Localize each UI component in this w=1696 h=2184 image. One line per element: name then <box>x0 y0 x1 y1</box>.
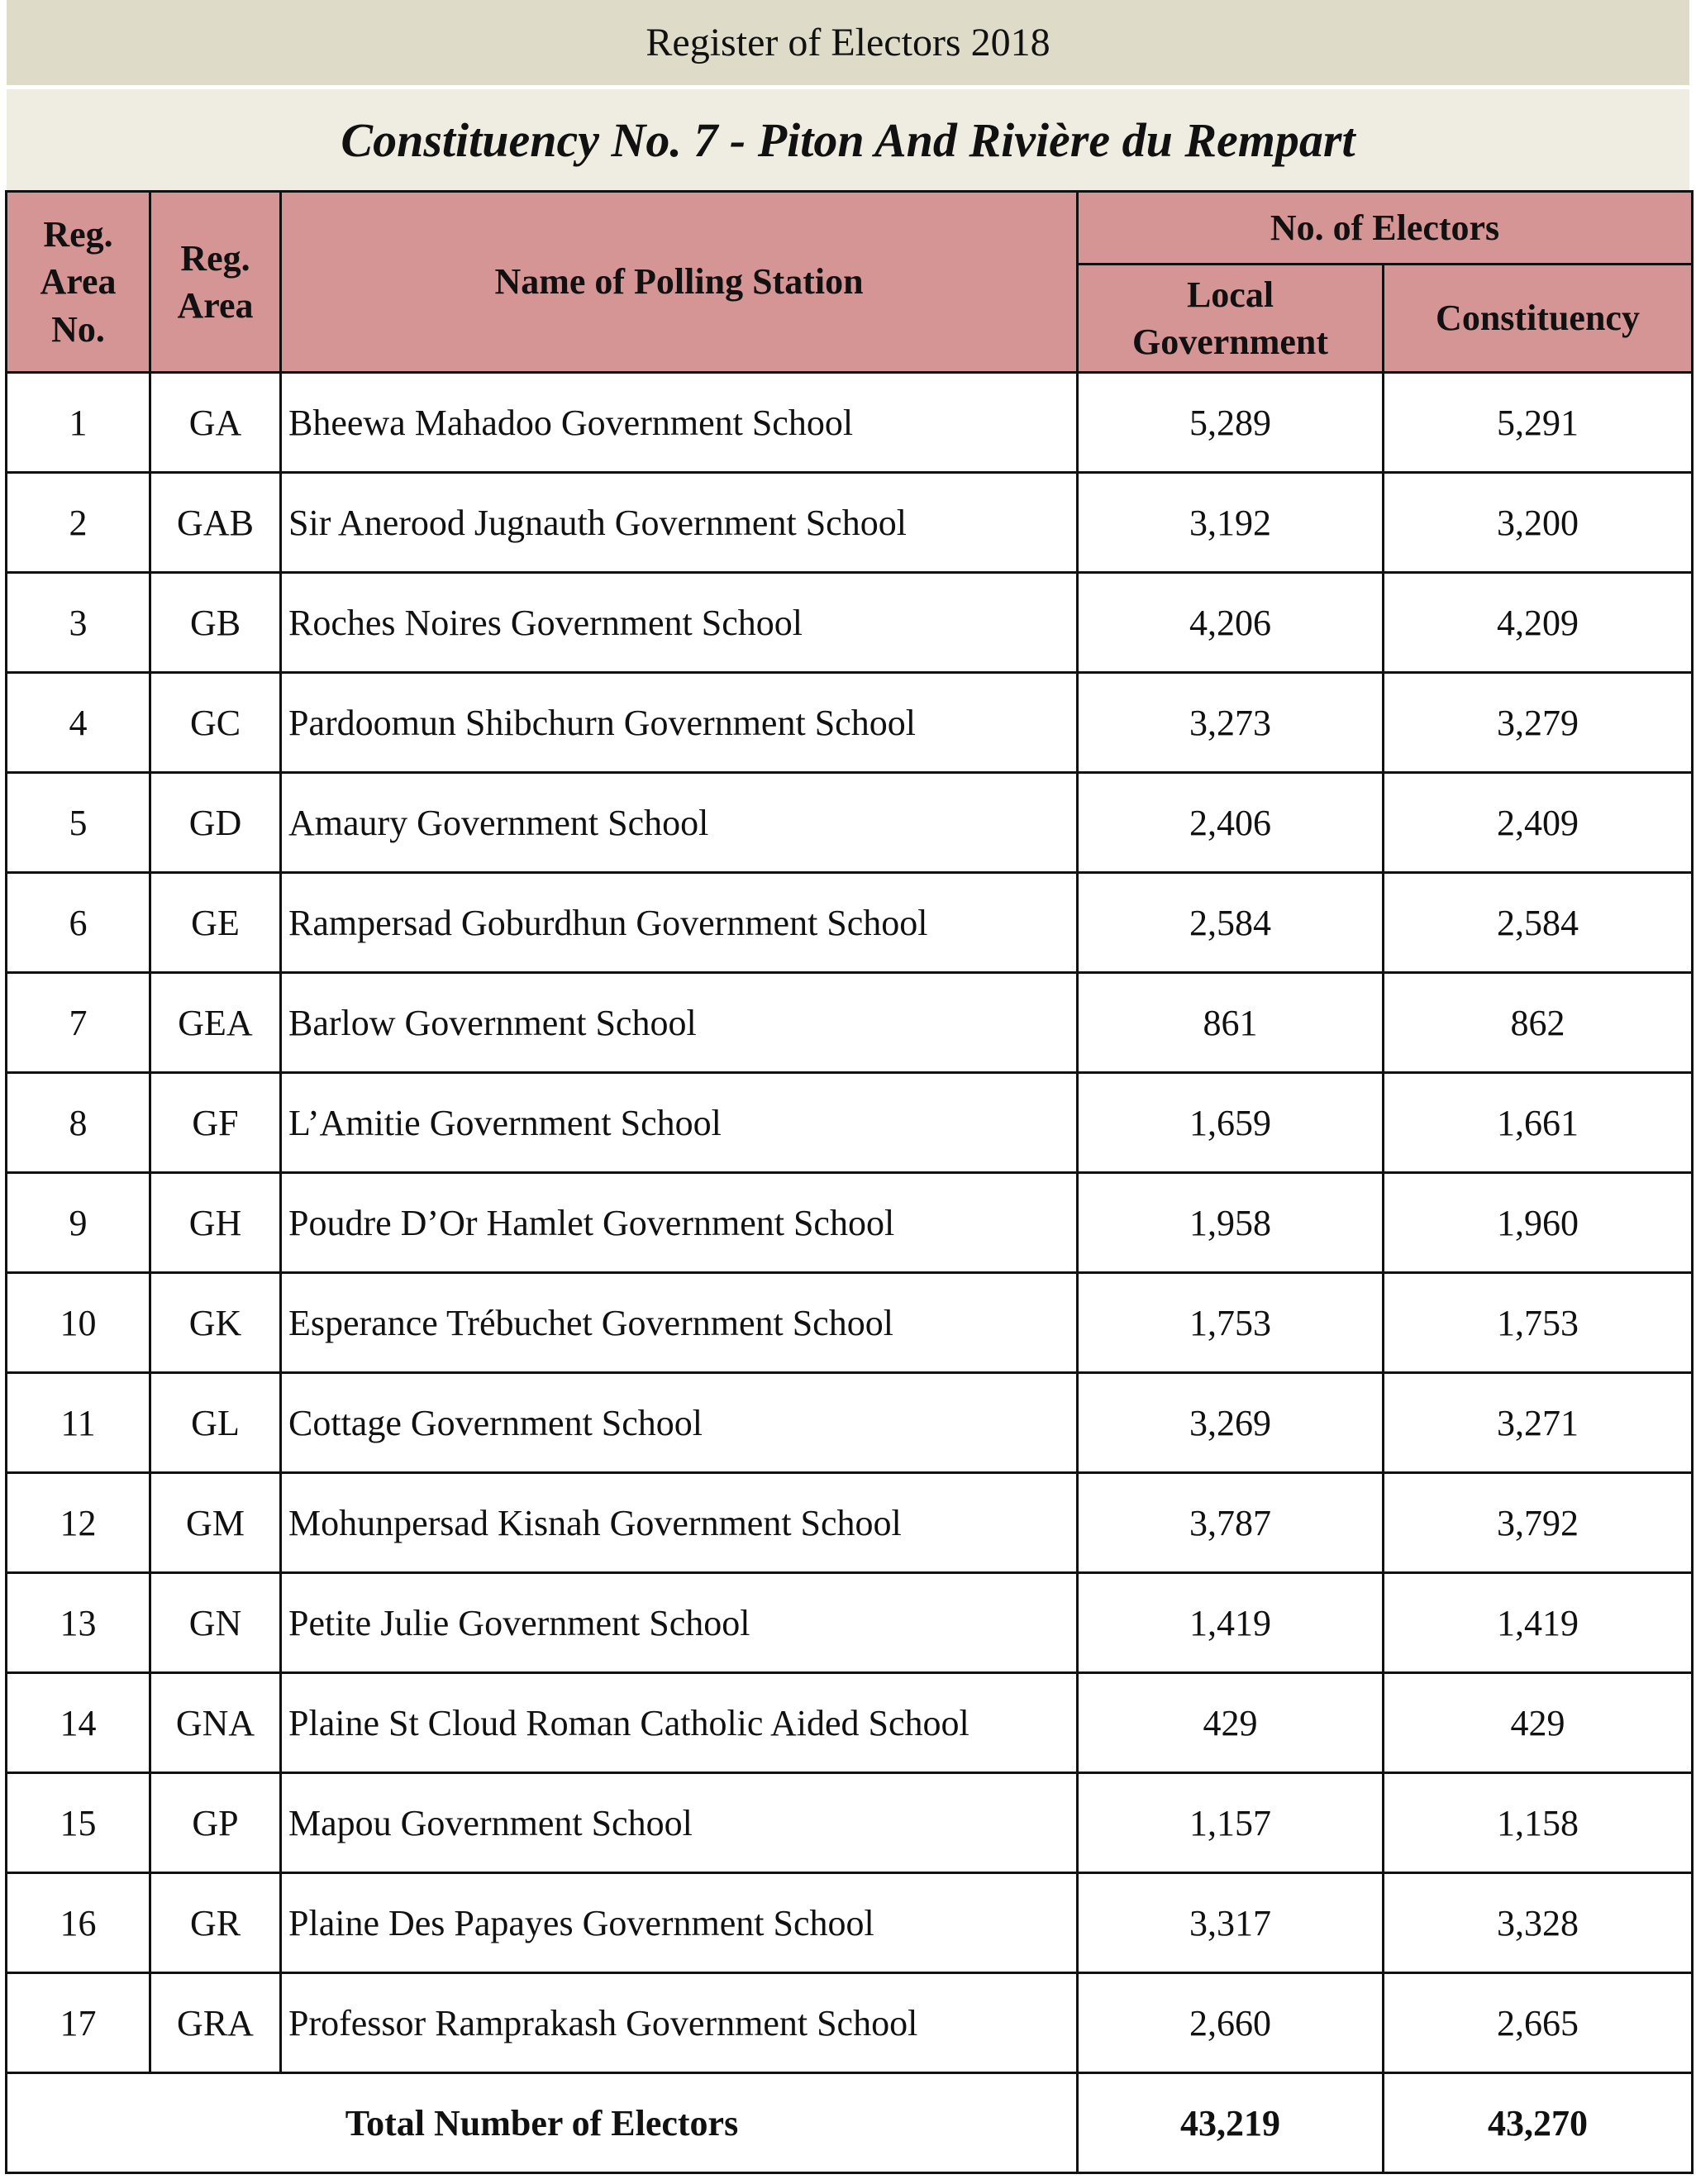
cell-polling-station: Mapou Government School <box>281 1773 1078 1873</box>
cell-polling-station: Sir Anerood Jugnauth Government School <box>281 473 1078 573</box>
cell-reg-area-no: 13 <box>7 1573 150 1673</box>
constituency-title: Constituency No. 7 - Piton And Rivière du Rempart <box>7 89 1689 190</box>
cell-reg-area-no: 16 <box>7 1873 150 1973</box>
cell-polling-station: Petite Julie Government School <box>281 1573 1078 1673</box>
cell-reg-area: GH <box>150 1173 281 1273</box>
cell-local-government: 3,269 <box>1078 1373 1384 1473</box>
table-row <box>7 473 1693 573</box>
cell-local-government: 3,317 <box>1078 1873 1384 1973</box>
table-row <box>7 1273 1693 1373</box>
cell-reg-area: GEA <box>150 973 281 1073</box>
table-row <box>7 373 1693 473</box>
cell-reg-area: GF <box>150 1073 281 1173</box>
cell-reg-area-no: 10 <box>7 1273 150 1373</box>
cell-reg-area: GR <box>150 1873 281 1973</box>
cell-reg-area-no: 11 <box>7 1373 150 1473</box>
col-header-reg-area-no: Reg. Area No. <box>7 192 150 373</box>
cell-constituency: 429 <box>1384 1673 1693 1773</box>
col-header-reg-area: Reg. Area <box>150 192 281 373</box>
cell-local-government: 3,787 <box>1078 1473 1384 1573</box>
cell-constituency: 1,960 <box>1384 1173 1693 1273</box>
table-row <box>7 1773 1693 1873</box>
cell-constituency: 2,409 <box>1384 773 1693 873</box>
cell-reg-area: GC <box>150 673 281 773</box>
cell-reg-area-no: 12 <box>7 1473 150 1573</box>
cell-constituency: 3,271 <box>1384 1373 1693 1473</box>
cell-constituency: 3,328 <box>1384 1873 1693 1973</box>
document-title: Register of Electors 2018 <box>7 0 1689 85</box>
cell-constituency: 4,209 <box>1384 573 1693 673</box>
table-row <box>7 973 1693 1073</box>
cell-reg-area: GRA <box>150 1973 281 2073</box>
cell-reg-area-no: 7 <box>7 973 150 1073</box>
cell-polling-station: Esperance Trébuchet Government School <box>281 1273 1078 1373</box>
cell-constituency: 1,753 <box>1384 1273 1693 1373</box>
cell-local-government: 3,273 <box>1078 673 1384 773</box>
cell-local-government: 1,659 <box>1078 1073 1384 1173</box>
cell-constituency: 2,584 <box>1384 873 1693 973</box>
table-row <box>7 1073 1693 1173</box>
cell-local-government: 2,660 <box>1078 1973 1384 2073</box>
cell-constituency: 3,279 <box>1384 673 1693 773</box>
cell-local-government: 3,192 <box>1078 473 1384 573</box>
electors-table <box>5 190 1694 2174</box>
cell-polling-station: Plaine Des Papayes Government School <box>281 1873 1078 1973</box>
cell-local-government: 4,206 <box>1078 573 1384 673</box>
cell-polling-station: Barlow Government School <box>281 973 1078 1073</box>
cell-reg-area: GAB <box>150 473 281 573</box>
col-header-constituency: Constituency <box>1384 265 1693 373</box>
cell-polling-station: Plaine St Cloud Roman Catholic Aided School <box>281 1673 1078 1773</box>
total-local-government: 43,219 <box>1078 2073 1384 2173</box>
cell-reg-area-no: 3 <box>7 573 150 673</box>
cell-polling-station: L’Amitie Government School <box>281 1073 1078 1173</box>
cell-local-government: 1,753 <box>1078 1273 1384 1373</box>
cell-polling-station: Rampersad Goburdhun Government School <box>281 873 1078 973</box>
cell-constituency: 3,792 <box>1384 1473 1693 1573</box>
cell-reg-area: GK <box>150 1273 281 1373</box>
cell-reg-area-no: 9 <box>7 1173 150 1273</box>
table-row <box>7 1873 1693 1973</box>
cell-constituency: 3,200 <box>1384 473 1693 573</box>
table-row <box>7 673 1693 773</box>
cell-polling-station: Mohunpersad Kisnah Government School <box>281 1473 1078 1573</box>
col-header-local-government: Local Government <box>1078 265 1384 373</box>
cell-polling-station: Amaury Government School <box>281 773 1078 873</box>
cell-reg-area-no: 14 <box>7 1673 150 1773</box>
cell-reg-area: GE <box>150 873 281 973</box>
table-row <box>7 1473 1693 1573</box>
cell-local-government: 2,406 <box>1078 773 1384 873</box>
table-row <box>7 1173 1693 1273</box>
table-body <box>7 373 1693 2173</box>
cell-polling-station: Cottage Government School <box>281 1373 1078 1473</box>
cell-reg-area-no: 1 <box>7 373 150 473</box>
cell-reg-area-no: 4 <box>7 673 150 773</box>
table-row <box>7 873 1693 973</box>
cell-local-government: 1,157 <box>1078 1773 1384 1873</box>
cell-constituency: 1,419 <box>1384 1573 1693 1673</box>
cell-local-government: 1,419 <box>1078 1573 1384 1673</box>
table-row <box>7 1573 1693 1673</box>
cell-reg-area-no: 5 <box>7 773 150 873</box>
cell-reg-area-no: 15 <box>7 1773 150 1873</box>
cell-reg-area: GNA <box>150 1673 281 1773</box>
total-row <box>7 2073 1693 2173</box>
cell-polling-station: Poudre D’Or Hamlet Government School <box>281 1173 1078 1273</box>
cell-local-government: 2,584 <box>1078 873 1384 973</box>
table-row <box>7 773 1693 873</box>
col-header-electors-group: No. of Electors <box>1078 192 1693 265</box>
cell-reg-area: GL <box>150 1373 281 1473</box>
cell-local-government: 429 <box>1078 1673 1384 1773</box>
cell-reg-area-no: 2 <box>7 473 150 573</box>
cell-polling-station: Roches Noires Government School <box>281 573 1078 673</box>
table-row <box>7 1673 1693 1773</box>
cell-polling-station: Professor Ramprakash Government School <box>281 1973 1078 2073</box>
table-row <box>7 1973 1693 2073</box>
cell-local-government: 1,958 <box>1078 1173 1384 1273</box>
table-row <box>7 1373 1693 1473</box>
cell-constituency: 5,291 <box>1384 373 1693 473</box>
cell-reg-area: GN <box>150 1573 281 1673</box>
total-constituency: 43,270 <box>1384 2073 1693 2173</box>
cell-constituency: 2,665 <box>1384 1973 1693 2073</box>
cell-reg-area: GP <box>150 1773 281 1873</box>
cell-reg-area-no: 8 <box>7 1073 150 1173</box>
cell-reg-area: GD <box>150 773 281 873</box>
cell-local-government: 861 <box>1078 973 1384 1073</box>
cell-reg-area: GM <box>150 1473 281 1573</box>
cell-reg-area-no: 17 <box>7 1973 150 2073</box>
cell-reg-area: GA <box>150 373 281 473</box>
cell-polling-station: Bheewa Mahadoo Government School <box>281 373 1078 473</box>
cell-local-government: 5,289 <box>1078 373 1384 473</box>
cell-constituency: 862 <box>1384 973 1693 1073</box>
cell-constituency: 1,158 <box>1384 1773 1693 1873</box>
cell-reg-area: GB <box>150 573 281 673</box>
total-label: Total Number of Electors <box>7 2073 1078 2173</box>
cell-constituency: 1,661 <box>1384 1073 1693 1173</box>
col-header-polling-station: Name of Polling Station <box>281 192 1078 373</box>
table-row <box>7 573 1693 673</box>
cell-polling-station: Pardoomun Shibchurn Government School <box>281 673 1078 773</box>
cell-reg-area-no: 6 <box>7 873 150 973</box>
